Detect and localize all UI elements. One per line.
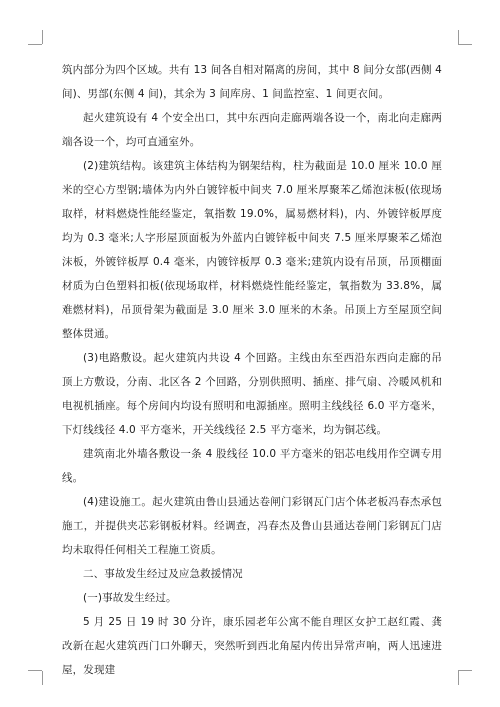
crop-mark-top-left xyxy=(42,30,43,44)
crop-mark-bottom-right xyxy=(458,671,459,685)
crop-mark-top-right xyxy=(458,44,472,45)
crop-mark-bottom-right xyxy=(458,670,472,671)
subsection-heading: (一)事故发生经过。 xyxy=(83,592,177,604)
paragraph: 5 月 25 日 19 时 30 分许，康乐园老年公寓不能自理区女护工赵红霞、龚改新在起火建筑西门口外聊天，突然听到西北角屋内传出异常声响，两人迅速进屋，发现建 xyxy=(62,616,442,676)
crop-mark-bottom-left xyxy=(28,670,42,671)
paragraph: (3)电路敷设。起火建筑内共设 4 个回路。主线由东至西沿东西向走廊的吊顶上方敷设，分南、北区各 2 个回路，分别供照明、插座、排气扇、冷暖风机和电视机插座。每个房间内均设有照明和电源插座。照明主线线径 6.0 平方毫米，下灯线线径 4.0 平方毫米，开关线线径 2.5 平方毫米，均为铜芯线。 xyxy=(62,352,442,436)
section-heading: 二、事故发生经过及应急救援情况 xyxy=(83,568,243,580)
paragraph: 起火建筑设有 4 个安全出口，其中东西向走廊两端各设一个，南北向走廊两端各设一个，均可直通室外。 xyxy=(62,112,442,148)
crop-mark-bottom-left xyxy=(42,671,43,685)
document-body xyxy=(62,58,442,682)
paragraph: 筑内部分为四个区域。共有 13 间各自相对隔离的房间，其中 8 间分女部(西侧 4 间)、男部(东侧 4 间)，其余为 3 间库房、1 间监控室、1 间更衣间。 xyxy=(62,64,442,100)
paragraph: (4)建设施工。起火建筑由鲁山县通达卷闸门彩钢瓦门店个体老板冯春杰承包施工，并提供夹芯彩钢板材料。经调查，冯春杰及鲁山县通达卷闸门彩钢瓦门店均未取得任何相关工程施工资质。 xyxy=(62,496,442,556)
paragraph: 建筑南北外墙各敷设一条 4 股线径 10.0 平方毫米的铝芯电线用作空调专用线。 xyxy=(62,448,442,484)
crop-mark-top-left xyxy=(28,44,42,45)
crop-mark-top-right xyxy=(458,30,459,44)
paragraph: (2)建筑结构。该建筑主体结构为钢架结构，柱为截面是 10.0 厘米 10.0 厘米的空心方型钢;墙体为内外白镀锌板中间夹 7.0 厘米厚聚苯乙烯泡沫板(依现场取样，材料燃烧性能经鉴定，氧指数 19.0%，属易燃材料)，内、外镀锌板厚度均为 0.3 毫米;人字形屋顶面板为外蓝内白镀锌板中间夹 7.5 厘米厚聚苯乙烯泡沫板，外镀锌板厚 0.4 毫米，内镀锌板厚 0.3 毫米;建筑内设有吊顶，吊顶棚面材质为白色塑料扣板(依现场取样，材料燃烧性能经鉴定，氧指数为 33.8%，属难燃材料)，吊顶骨架为截面是 3.0 厘米 3.0 厘米的木条。吊顶上方至屋顶空间整体贯通。 xyxy=(62,160,442,340)
